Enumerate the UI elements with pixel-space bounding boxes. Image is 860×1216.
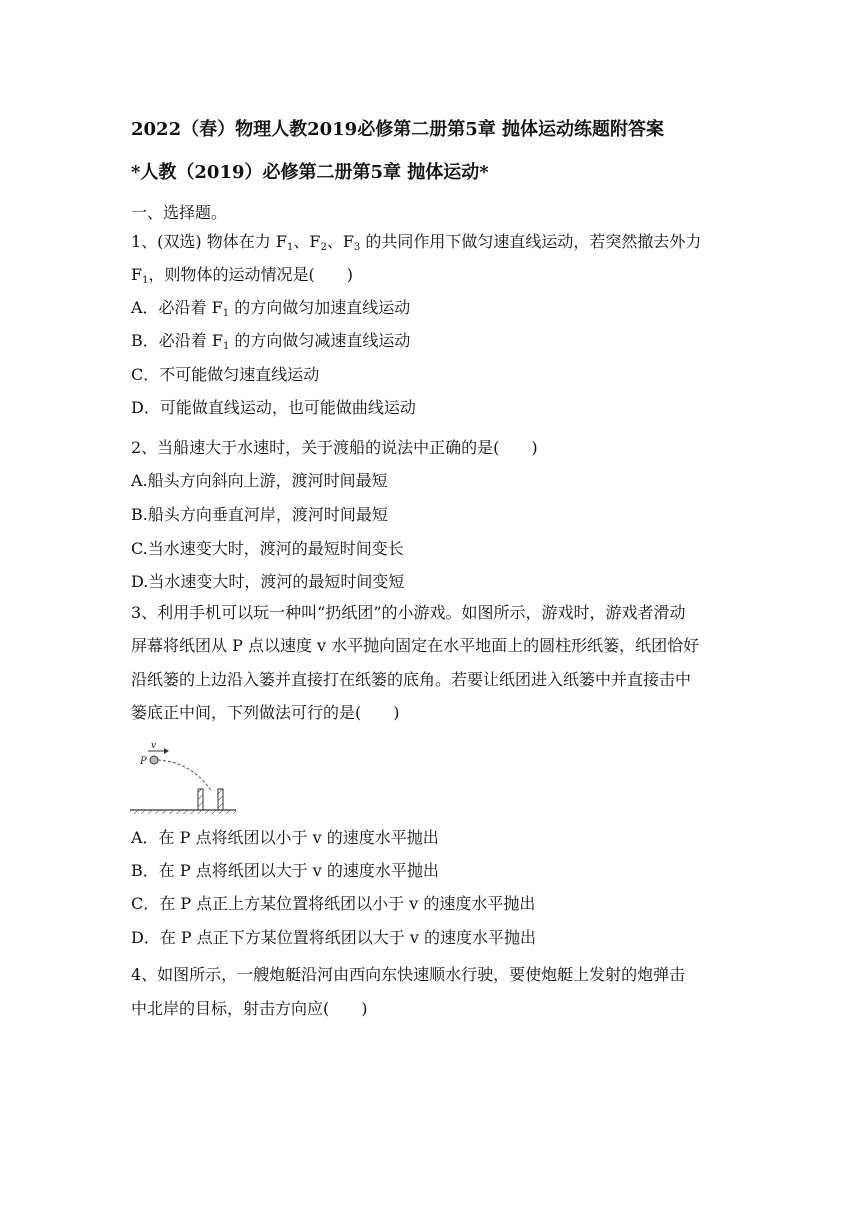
q2-option-d: D.当水速变大时，渡河的最短时间变短 <box>131 572 405 591</box>
basket-right-wall <box>218 789 223 810</box>
option-text: B．必沿着 F <box>131 331 223 350</box>
q1-stem-part: 的共同作用下做匀速直线运动，若突然撤去外力 <box>360 232 702 251</box>
q3-stem-line2: 屏幕将纸团从 P 点以速度 v 水平抛向固定在水平地面上的圆柱形纸篓，纸团恰好 <box>131 636 700 655</box>
subscript: 1 <box>222 341 230 352</box>
arrow-head <box>164 748 169 754</box>
q3-stem-line3: 沿纸篓的上边沿入篓并直接打在纸篓的底角。若要让纸团进入纸篓中并直接击中 <box>131 670 692 689</box>
q4-stem-line2: 中北岸的目标，射击方向应( ) <box>131 999 368 1018</box>
ground-hatch <box>130 810 236 814</box>
subscript: 1 <box>286 242 294 253</box>
q3-stem-line4: 篓底正中间，下列做法可行的是( ) <box>131 703 400 722</box>
q1-stem-line1 <box>131 232 701 255</box>
q1-stem-part: ，则物体的运动情况是( ) <box>148 265 353 284</box>
document-title: 2022（春）物理人教2019必修第二册第5章 抛体运动练题附答案 <box>131 119 664 140</box>
subscript: 1 <box>222 308 230 319</box>
q3-stem-line1: 3、利用手机可以玩一种叫“扔纸团”的小游戏。如图所示，游戏时，游戏者滑动 <box>131 603 686 622</box>
subscript: 3 <box>353 242 361 253</box>
q4-stem-line1: 4、如图所示，一艘炮艇沿河由西向东快速顺水行驶，要使炮艇上发射的炮弹击 <box>131 965 686 984</box>
q2-option-c: C.当水速变大时，渡河的最短时间变长 <box>131 539 404 558</box>
option-text: 的方向做匀加速直线运动 <box>229 298 411 317</box>
q3-option-a: A．在 P 点将纸团以小于 v 的速度水平抛出 <box>131 828 439 847</box>
q1-stem-part: F <box>131 265 143 284</box>
q2-option-b: B.船头方向垂直河岸，渡河时间最短 <box>131 505 388 524</box>
q1-option-b <box>131 331 410 354</box>
q3-option-b: B．在 P 点将纸团以大于 v 的速度水平抛出 <box>131 861 439 880</box>
option-text: A．必沿着 F <box>131 298 223 317</box>
subscript: 2 <box>320 242 327 253</box>
subscript: 1 <box>142 275 149 286</box>
q1-stem-part: 1、(双选) 物体在力 F <box>131 232 287 251</box>
q1-option-c: C．不可能做匀速直线运动 <box>131 365 320 384</box>
paper-ball <box>150 756 158 764</box>
q2-stem: 2、当船速大于水速时，关于渡船的说法中正确的是( ) <box>131 438 538 457</box>
section-heading: 一、选择题。 <box>131 203 228 222</box>
basket-left-wall <box>198 789 203 810</box>
document-subtitle: *人教（2019）必修第二册第5章 抛体运动* <box>131 162 489 183</box>
q1-stem-line2 <box>131 265 353 288</box>
q1-stem-part: 、F <box>293 232 321 251</box>
option-text: 的方向做匀减速直线运动 <box>229 331 411 350</box>
q1-option-d: D．可能做直线运动，也可能做曲线运动 <box>131 398 416 417</box>
q3-option-d: D．在 P 点正下方某位置将纸团以大于 v 的速度水平抛出 <box>131 928 536 947</box>
q3-option-c: C．在 P 点正上方某位置将纸团以小于 v 的速度水平抛出 <box>131 894 536 913</box>
trajectory-curve <box>158 760 212 792</box>
point-p-label: P <box>140 756 147 767</box>
q1-option-a <box>131 298 410 321</box>
velocity-label: v <box>151 741 157 751</box>
q2-option-a: A.船头方向斜向上游，渡河时间最短 <box>131 471 388 490</box>
paper-ball-figure <box>130 740 240 815</box>
q1-stem-part: 、F <box>326 232 354 251</box>
